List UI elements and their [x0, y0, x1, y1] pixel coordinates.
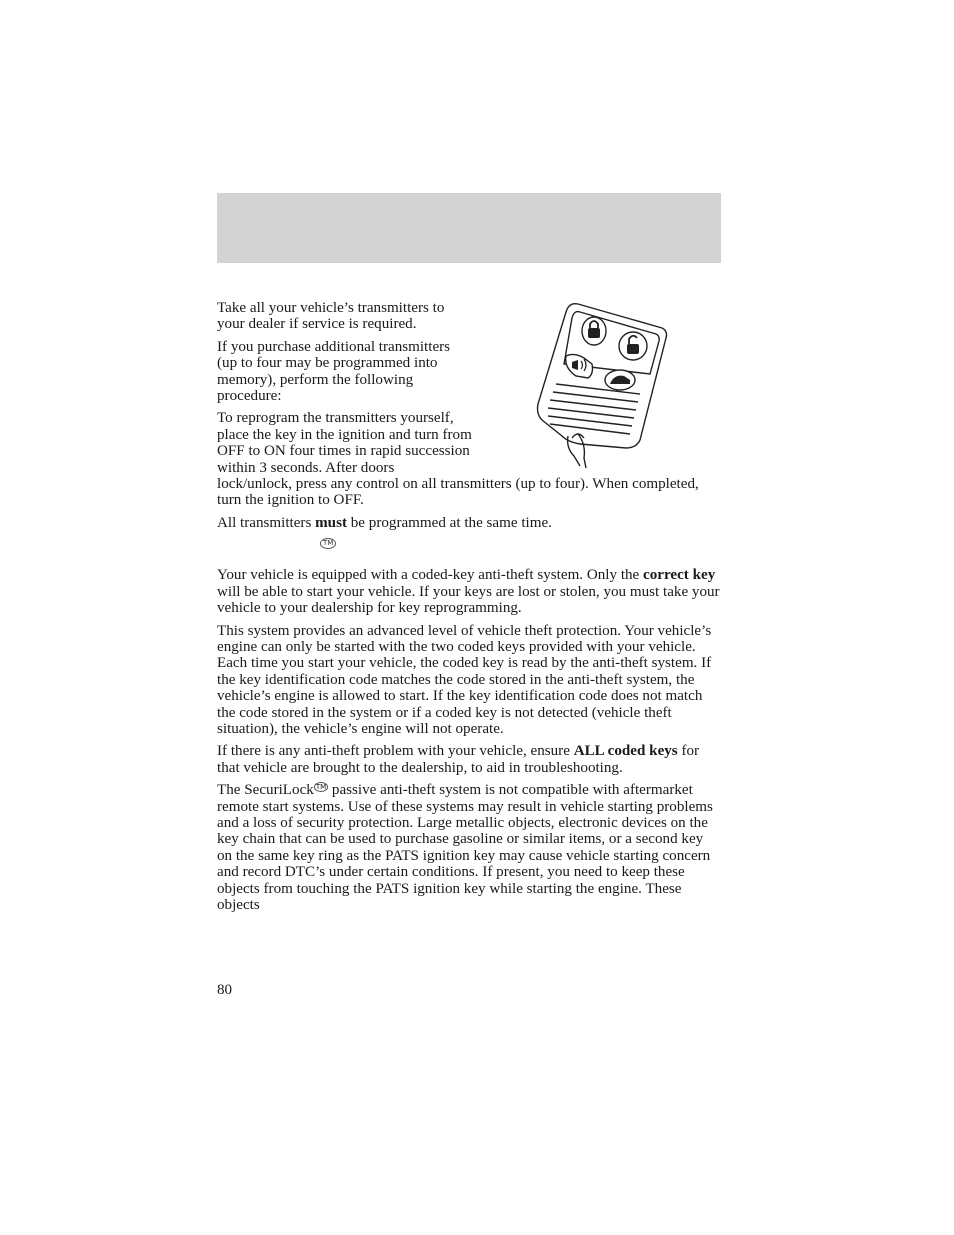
header-band	[217, 193, 721, 263]
trademark-symbol: TM	[320, 538, 336, 549]
section-heading-area	[217, 537, 722, 553]
theft-protection-paragraph: This system provides an advanced level of vehicle theft protection. Your vehicle’s engine can only be started with the two coded keys provided with your vehicle. Each time you start your vehicle, the coded key is read by the anti-theft system. If the key identification code matches the code stored in the anti-theft system, the vehicle’s engine is allowed to start. If the key identification code does not match the code stored in the system or if a coded key is not detected (vehicle theft situation), the vehicle’s engine will not operate.	[217, 622, 712, 737]
reprogram-paragraph: To reprogram the transmitters yourself, place the key in the ignition and turn from OFF to ON four times in rapid succession within 3 seconds. After doors lock/unlock, press any control on all transmitters (up to four). When completed, turn the ignition to OFF.	[217, 410, 699, 509]
coded-key-paragraph: Your vehicle is equipped with a coded-key anti-theft system. Only the correct key will be able to start your vehicle. If your keys are lost or stolen, you must take your vehicle to your dealership for key reprogramming.	[217, 567, 720, 617]
troubleshooting-paragraph: If there is any anti-theft problem with your vehicle, ensure ALL coded keys for that vehicle are brought to the dealership, to aid in troubleshooting.	[217, 743, 700, 776]
securilock-paragraph: The SecuriLock ™ passive anti-theft system is not compatible with aftermarket remote start systems. Use of these systems may result in vehicle starting problems and a loss of security protection. Large metallic objects, electronic devices on the key chain that can be used to purchase gasoline or similar items, or a second key on the same key ring as the PATS ignition key may cause vehicle starting concern and record DTC’s under certain conditions. If present, you need to keep these objects from touching the PATS ignition key while starting the engine. These objects	[217, 782, 713, 913]
trademark-inline-symbol: TM	[315, 783, 327, 792]
manual-content	[217, 300, 722, 919]
purchase-paragraph: If you purchase additional transmitters (up to four may be programmed into memory), perform the following procedure:	[217, 338, 451, 405]
service-paragraph: Take all your vehicle’s transmitters to your dealer if service is required.	[217, 300, 445, 333]
illustration-space	[472, 300, 722, 470]
page-number: 80	[217, 982, 233, 998]
program-same-time-paragraph: All transmitters must be programmed at the same time.	[217, 514, 552, 531]
